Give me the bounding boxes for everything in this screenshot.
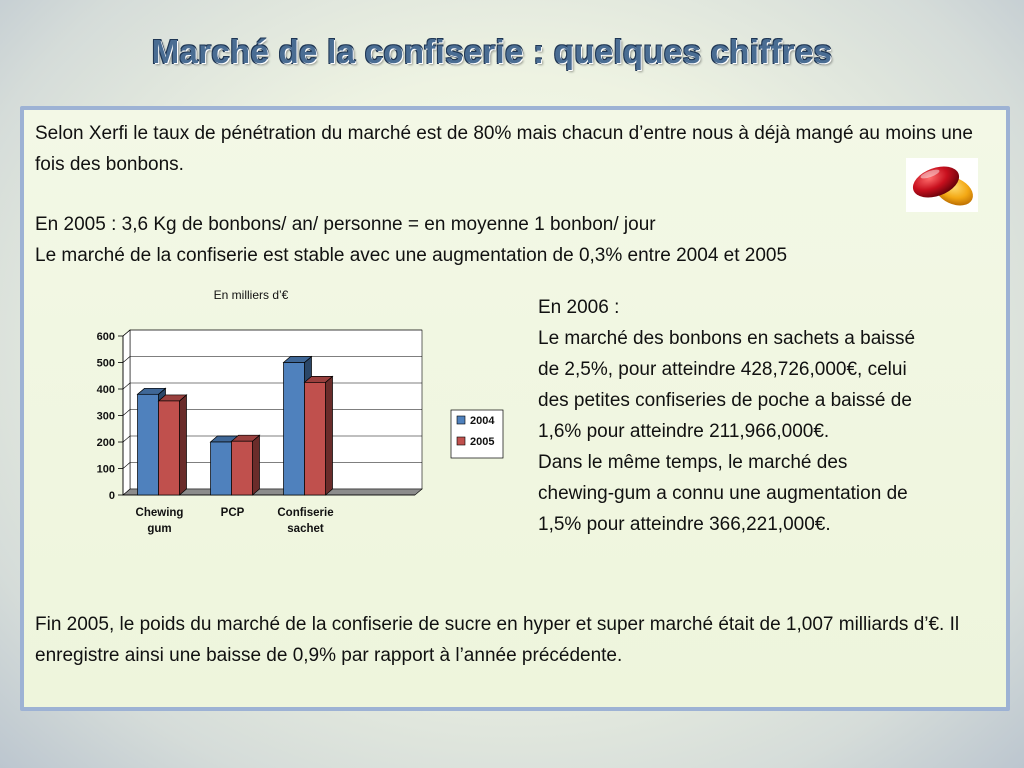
intro-paragraph: Selon Xerfi le taux de pénétration du marché est de 80% mais chacun d’entre nous à déjà mangé au moins une fois des bonbons.	[35, 123, 973, 175]
bar-side	[326, 376, 333, 495]
side-line: 1,5% pour atteindre 366,221,000€.	[538, 514, 831, 535]
slide-title: Marché de la confiserie : quelques chiffres	[151, 33, 833, 70]
y-tick-label: 100	[96, 463, 115, 476]
stability-line: Le marché de la confiserie est stable avec une augmentation de 0,3% entre 2004 et 2005	[35, 245, 788, 266]
legend-label: 2005	[470, 436, 495, 448]
y-tick-label: 300	[96, 410, 115, 423]
side-line: 1,6% pour atteindre 211,966,000€.	[538, 421, 830, 442]
bar-2005	[305, 382, 326, 495]
side-line: des petites confiseries de poche a baissé de	[538, 390, 912, 411]
candy-icon	[906, 158, 978, 212]
bar-2005	[159, 401, 180, 495]
side-line: chewing-gum a connu une augmentation de	[538, 483, 908, 504]
market-bar-chart	[80, 280, 510, 550]
bar-side	[253, 435, 260, 495]
legend-label: 2004	[470, 415, 495, 427]
bar-side	[180, 395, 187, 495]
legend-swatch-2004	[457, 416, 465, 424]
category-label: sachet	[287, 523, 324, 535]
side-line: En 2006 :	[538, 297, 620, 318]
bar-2004	[211, 442, 232, 495]
side-text-2006	[538, 292, 1008, 540]
bar-2004	[138, 394, 159, 495]
chart-title: En milliers d’€	[213, 288, 289, 302]
y-tick-label: 500	[96, 357, 115, 370]
y-tick-label: 200	[96, 437, 115, 449]
category-label: Chewing	[135, 507, 184, 519]
conclusion-paragraph: Fin 2005, le poids du marché de la confiserie de sucre en hyper et super marché était de 1,007 milliards d’€. Il enregistre ainsi une baisse de 0,9% par rapport à l’année précédente.	[35, 614, 960, 666]
y-tick-label: 0	[108, 490, 115, 502]
y-tick-label: 400	[96, 384, 115, 396]
bar-2004	[284, 363, 305, 496]
bar-2005	[232, 441, 253, 495]
side-line: Dans le même temps, le marché des	[538, 452, 848, 473]
y-tick-label: 600	[96, 331, 115, 343]
category-label: PCP	[220, 507, 245, 519]
category-label: gum	[147, 523, 172, 535]
category-label: Confiserie	[277, 507, 334, 519]
side-line: Le marché des bonbons en sachets a baissé	[538, 328, 916, 349]
consumption-line: En 2005 : 3,6 Kg de bonbons/ an/ personne = en moyenne 1 bonbon/ jour	[35, 214, 656, 235]
legend-swatch-2005	[457, 437, 465, 445]
side-line: de 2,5%, pour atteindre 428,726,000€, celui	[538, 359, 907, 380]
